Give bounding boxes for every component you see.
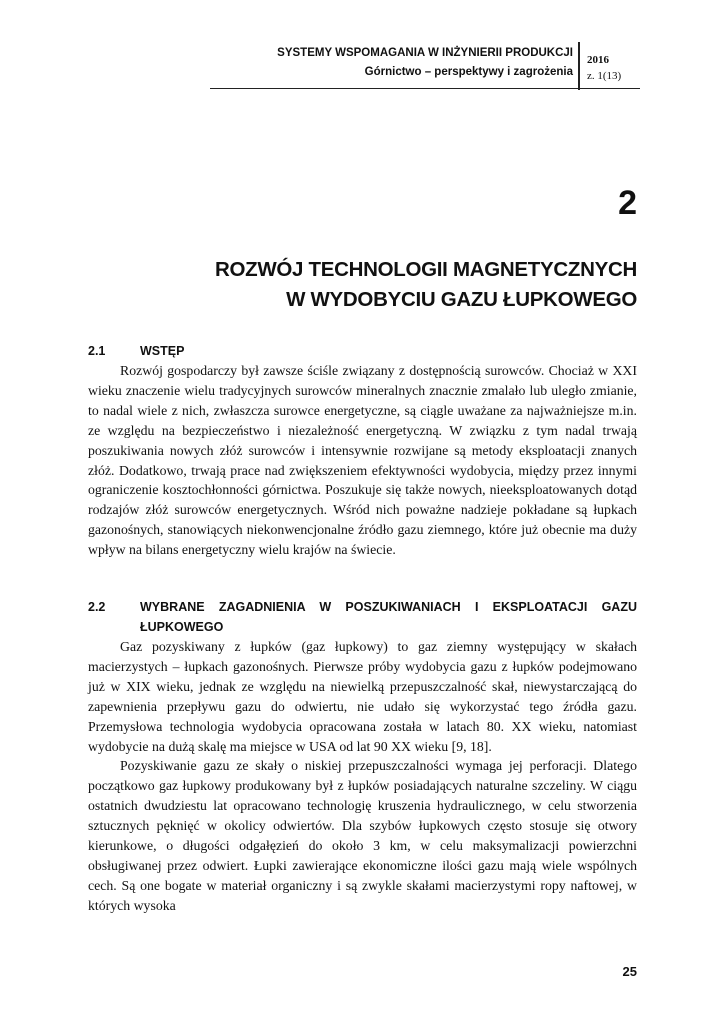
section-introduction	[88, 341, 637, 560]
section-number: 2.1	[88, 344, 106, 358]
header-divider-horizontal	[210, 88, 640, 89]
chapter-title-line-2: W WYDOBYCIU GAZU ŁUPKOWEGO	[286, 288, 637, 311]
section-title: WYBRANE ZAGADNIENIA W POSZUKIWANIACH I EKSPLOATACJI GAZU ŁUPKOWEGO	[140, 600, 637, 634]
chapter-title-line-1: ROZWÓJ TECHNOLOGII MAGNETYCZNYCH	[214, 258, 637, 281]
journal-title: SYSTEMY WSPOMAGANIA W INŻYNIERII PRODUKCJI	[277, 47, 573, 59]
journal-issue: z. 1(13)	[587, 70, 622, 82]
section-number: 2.2	[88, 600, 106, 614]
paragraph: Gaz pozyskiwany z łupków (gaz łupkowy) to gaz ziemny występujący w skałach macierzystych – łupkach gazonośnych. Pierwsze próby wydobycia gazu z łupków podejmowano już w XIX wieku, jednak ze względu na niewielką przepuszczalność skał, niewystarczającą do zapewnienia przepływu gazu do odwiertu, nie udało się wykorzystać tego źródła gazu. Przemysłowa technologia wydobycia opracowana została w latach 80. XX wieku, natomiast wydobycie na dużą skalę ma miejsce w USA od lat 90 XX wieku [9, 18].	[88, 639, 637, 754]
section-heading	[88, 597, 637, 637]
section-heading	[88, 341, 637, 361]
running-header	[210, 40, 640, 88]
header-divider-vertical	[578, 42, 580, 90]
chapter-number: 2	[618, 184, 637, 222]
page-number: 25	[622, 964, 637, 979]
paragraph: Rozwój gospodarczy był zawsze ściśle związany z dostępnością surowców. Chociaż w XXI wieku znaczenie wielu tradycyjnych surowców mineralnych znacznie zmalało lub uległo zmianie, to nadal wiele z nich, zwłaszcza surowce energetyczne, są ciągle uważane za najważniejsze m.in. ze względu na bezpieczeństwo i niezależność energetyczną. W związku z tym nadal trwają poszukiwania nowych złóż surowców i intensywnie rozwijane są metody eksploatacji znanych złóż. Dodatkowo, trwają prace nad zwiększeniem efektywności wydobycia, między przez innymi ograniczenie kosztochłonności górnictwa. Poszukuje się także nowych, nieeksploatowanych dotąd rodzajów złóż surowców energetycznych. Wśród nich poważne nadzieje pokładane są łupkach gazonośnych, stanowiących niekonwencjonalne źródło gazu ziemnego, które już obecnie ma duży wpływ na bilans energetyczny wielu krajów na świecie.	[88, 363, 637, 558]
journal-info	[277, 44, 573, 82]
section-title: WSTĘP	[140, 344, 185, 358]
issue-info	[587, 52, 621, 84]
section-shale-gas	[88, 597, 637, 916]
paragraph: Pozyskiwanie gazu ze skały o niskiej przepuszczalności wymaga jej perforacji. Dlatego początkowo gaz łupkowy produkowany był z łupków posiadających naturalne szczeliny. W ciągu ostatnich dwudziestu lat opracowano technologię kruszenia hydraulicznego, w celu stworzenia sztucznych pęknięć w okolicy odwiertów. Dla szybów łupkowych często stosuje się otwory kierunkowe, o długości odgałęzień do około 3 km, w celu maksymalizacji powierzchni obsługiwanej przez odwiert. Łupki zawierające ekonomiczne ilości gazu mają wiele wspólnych cech. Są one bogate w materiał organiczny i są zwykle skałami macierzystymi ropy naftowej, w których wysoka	[88, 758, 637, 913]
chapter-title	[77, 255, 637, 315]
journal-subtitle: Górnictwo – perspektywy i zagrożenia	[364, 66, 573, 78]
journal-year: 2016	[587, 54, 609, 66]
